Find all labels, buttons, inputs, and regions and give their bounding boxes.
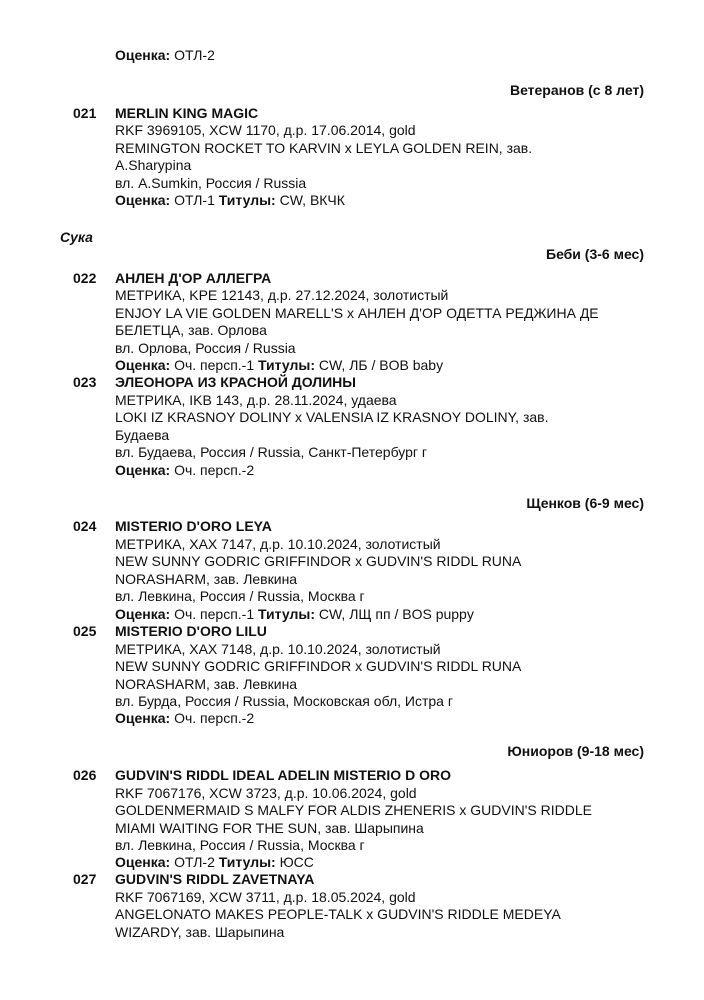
section-heading-junior: Юниоров (9-18 мес) xyxy=(507,743,644,759)
parents-cont: WIZARDY, зав. Шарыпина xyxy=(115,924,285,940)
grade-value: Оч. персп.-2 xyxy=(170,462,255,478)
titles-label: Титулы: xyxy=(258,606,315,622)
grade-label: Оценка: xyxy=(115,854,171,870)
parents: ENJOY LA VIE GOLDEN MARELL'S x АНЛЕН Д'ОР ОДЕТТА РЕДЖИНА ДЕ xyxy=(115,305,599,321)
grade-value: ОТЛ-2 xyxy=(170,47,215,63)
titles-value: ЮСС xyxy=(275,854,314,870)
parents: NEW SUNNY GODRIC GRIFFINDOR x GUDVIN'S RIDDL RUNA xyxy=(115,553,522,569)
grade-line xyxy=(115,710,254,727)
registration: RKF 3969105, XCW 1170, д.р. 17.06.2014, gold xyxy=(115,122,416,138)
grade-line xyxy=(115,462,254,479)
grade-value: Оч. персп.-1 xyxy=(170,606,259,622)
titles-value: CW, ЛЩ пп / BOS puppy xyxy=(314,606,474,622)
sex-heading: Сука xyxy=(60,229,93,245)
owner: вл. Левкина, Россия / Russia, Москва г xyxy=(115,837,365,853)
owner: вл. Будаева, Россия / Russia, Санкт-Петербург г xyxy=(115,444,428,460)
grade-value: Оч. персп.-1 xyxy=(170,357,259,373)
parents: REMINGTON ROCKET TO KARVIN x LEYLA GOLDEN REIN, зав. xyxy=(115,140,533,156)
dog-name: MISTERIO D'ORO LILU xyxy=(115,623,267,639)
registration: МЕТРИКА, XAX 7147, д.р. 10.10.2024, золотистый xyxy=(115,536,441,552)
grade-line xyxy=(115,357,443,374)
owner: вл. Орлова, Россия / Russia xyxy=(115,340,296,356)
parents-cont: MIAMI WAITING FOR THE SUN, зав. Шарыпина xyxy=(115,820,424,836)
parents-cont: БЕЛЕТЦА, зав. Орлова xyxy=(115,322,267,338)
titles-value: CW, ВКЧК xyxy=(275,192,345,208)
grade-label: Оценка: xyxy=(115,462,171,478)
grade-label: Оценка: xyxy=(115,357,171,373)
dog-name: ЭЛЕОНОРА ИЗ КРАСНОЙ ДОЛИНЫ xyxy=(115,374,357,390)
dog-name: MISTERIO D'ORO LEYA xyxy=(115,518,272,534)
dog-name: MERLIN KING MAGIC xyxy=(115,105,259,121)
parents-cont: A.Sharypina xyxy=(115,157,192,173)
parents-cont: NORASHARM, зав. Левкина xyxy=(115,571,298,587)
titles-label: Титулы: xyxy=(218,192,276,208)
grade-label: Оценка: xyxy=(115,710,171,726)
registration: МЕТРИКА, KPE 12143, д.р. 27.12.2024, золотистый xyxy=(115,287,449,303)
dog-name: GUDVIN'S RIDDL ZAVETNAYA xyxy=(115,871,315,887)
grade-line xyxy=(115,47,215,64)
parents: LOKI IZ KRASNOY DOLINY x VALENSIA IZ KRASNOY DOLINY, зав. xyxy=(115,409,549,425)
grade-line xyxy=(115,192,345,209)
owner: вл. Бурда, Россия / Russia, Московская обл, Истра г xyxy=(115,693,453,709)
titles-label: Титулы: xyxy=(218,854,276,870)
parents-cont: NORASHARM, зав. Левкина xyxy=(115,676,298,692)
registration: МЕТРИКА, IKB 143, д.р. 28.11.2024, удаева xyxy=(115,392,397,408)
registration: RKF 7067169, XCW 3711, д.р. 18.05.2024, gold xyxy=(115,889,416,905)
owner: вл. A.Sumkin, Россия / Russia xyxy=(115,175,307,191)
owner: вл. Левкина, Россия / Russia, Москва г xyxy=(115,588,365,604)
dog-name: АНЛЕН Д'ОР АЛЛЕГРА xyxy=(115,270,272,286)
parents-cont: Будаева xyxy=(115,427,170,443)
grade-value: ОТЛ-2 xyxy=(170,854,219,870)
grade-label: Оценка: xyxy=(115,606,171,622)
parents: GOLDENMERMAID S MALFY FOR ALDIS ZHENERIS x GUDVIN'S RIDDLE xyxy=(115,802,592,818)
parents: ANGELONATO MAKES PEOPLE-TALK x GUDVIN'S RIDDLE MEDEYA xyxy=(115,906,561,922)
entry-number: 027 xyxy=(73,871,97,887)
parents: NEW SUNNY GODRIC GRIFFINDOR x GUDVIN'S RIDDL RUNA xyxy=(115,658,522,674)
entry-number: 021 xyxy=(73,105,97,121)
grade-line xyxy=(115,606,474,623)
grade-label: Оценка: xyxy=(115,47,171,63)
dog-name: GUDVIN'S RIDDL IDEAL ADELIN MISTERIO D ORO xyxy=(115,767,451,783)
entry-number: 024 xyxy=(73,518,97,534)
titles-value: CW, ЛБ / BOB baby xyxy=(314,357,444,373)
grade-line xyxy=(115,854,314,871)
registration: МЕТРИКА, XAX 7148, д.р. 10.10.2024, золотистый xyxy=(115,641,441,657)
section-heading-puppy: Щенков (6-9 мес) xyxy=(526,495,644,511)
entry-number: 022 xyxy=(73,270,97,286)
grade-label: Оценка: xyxy=(115,192,171,208)
section-heading-veterans: Ветеранов (с 8 лет) xyxy=(509,82,644,98)
section-heading-baby: Беби (3-6 мес) xyxy=(546,246,644,262)
titles-label: Титулы: xyxy=(258,357,315,373)
grade-value: ОТЛ-1 xyxy=(170,192,219,208)
grade-value: Оч. персп.-2 xyxy=(170,710,255,726)
entry-number: 023 xyxy=(73,374,97,390)
entry-number: 026 xyxy=(73,767,97,783)
entry-number: 025 xyxy=(73,623,97,639)
registration: RKF 7067176, XCW 3723, д.р. 10.06.2024, gold xyxy=(115,785,417,801)
